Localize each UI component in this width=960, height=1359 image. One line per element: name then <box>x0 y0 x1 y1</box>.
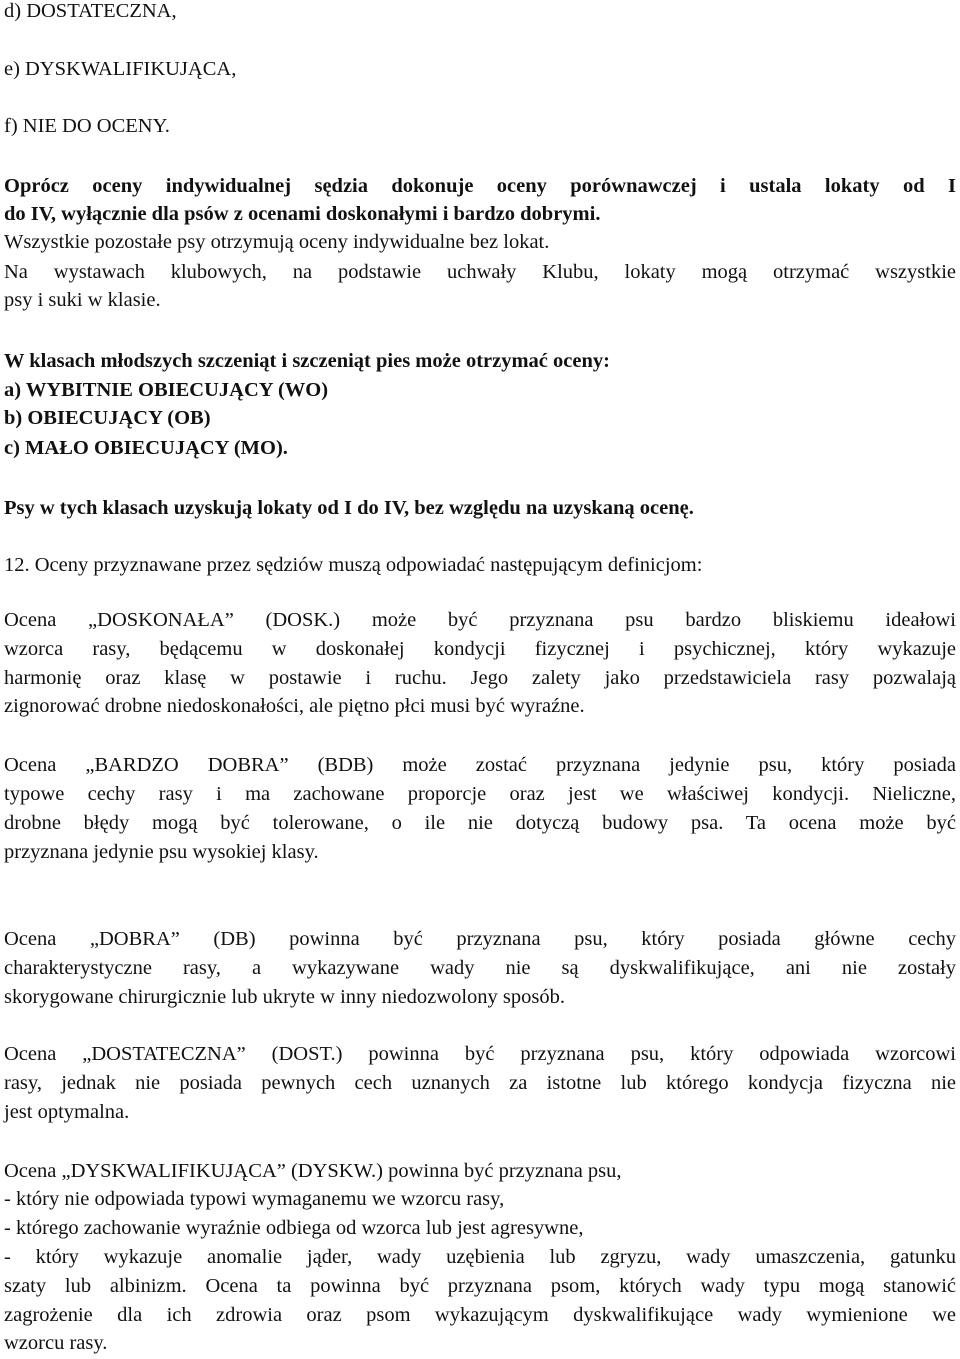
very-good-line-3: drobne błędy mogą być tolerowane, o ile nie dotyczą budowy psa. Ta ocena może być <box>4 812 956 834</box>
puppy-placement: Psy w tych klasach uzyskują lokaty od I do IV, bez względu na uzyskaną ocenę. <box>4 497 694 519</box>
sufficient-line-1: Ocena „DOSTATECZNA” (DOST.) powinna być przyznana psu, który odpowiada wzorcowi <box>4 1043 956 1065</box>
very-good-line-4: przyznana jedynie psu wysokiej klasy. <box>4 841 319 863</box>
excellent-line-3: harmonię oraz klasę w postawie i ruchu. Jego zalety jako przedstawiciela rasy pozwalają <box>4 667 956 689</box>
very-good-line-1: Ocena „BARDZO DOBRA” (BDB) może zostać przyznana jedynie psu, który posiada <box>4 754 956 776</box>
puppy-grade-ob: b) OBIECUJĄCY (OB) <box>4 407 211 429</box>
good-line-3: skorygowane chirurgicznie lub ukryte w inny niedozwolony sposób. <box>4 986 565 1008</box>
disqualifying-line-2: - który nie odpowiada typowi wymaganemu we wzorcu rasy, <box>4 1188 505 1210</box>
list-item-d: d) DOSTATECZNA, <box>4 0 177 22</box>
puppy-grade-mo: c) MAŁO OBIECUJĄCY (MO). <box>4 437 288 459</box>
excellent-line-1: Ocena „DOSKONAŁA” (DOSK.) może być przyznana psu bardzo bliskiemu ideałowi <box>4 609 956 631</box>
disqualifying-line-7: wzorcu rasy. <box>4 1332 108 1354</box>
excellent-line-4: zignorować drobne niedoskonałości, ale piętno płci musi być wyraźne. <box>4 695 585 717</box>
section-12-heading: 12. Oceny przyznawane przez sędziów muszą odpowiadać następującym definicjom: <box>4 554 703 576</box>
disqualifying-line-6: zagrożenie dla ich zdrowia oraz psom wykazującym dyskwalifikujące wady wymienione we <box>4 1304 956 1326</box>
disqualifying-line-3: - którego zachowanie wyraźnie odbiega od wzorca lub jest agresywne, <box>4 1217 584 1239</box>
comparison-bold-line-2: do IV, wyłącznie dla psów z ocenami doskonałymi i bardzo dobrymi. <box>4 203 601 225</box>
sufficient-line-3: jest optymalna. <box>4 1101 130 1123</box>
sufficient-line-2: rasy, jednak nie posiada pewnych cech uznanych za istotne lub którego kondycja fizyczna nie <box>4 1072 956 1094</box>
list-item-f: f) NIE DO OCENY. <box>4 115 170 137</box>
good-line-1: Ocena „DOBRA” (DB) powinna być przyznana psu, który posiada główne cechy <box>4 928 956 950</box>
puppy-grade-wo: a) WYBITNIE OBIECUJĄCY (WO) <box>4 379 329 401</box>
puppy-heading: W klasach młodszych szczeniąt i szczeniąt pies może otrzymać oceny: <box>4 350 610 372</box>
very-good-line-2: typowe cechy rasy i ma zachowane proporcje oraz jest we właściwej kondycji. Nieliczne, <box>4 783 956 805</box>
disqualifying-line-4: - który wykazuje anomalie jąder, wady uzębienia lub zgryzu, wady umaszczenia, gatunku <box>4 1246 956 1268</box>
good-line-2: charakterystyczne rasy, a wykazywane wady nie są dyskwalifikujące, ani nie zostały <box>4 957 956 979</box>
list-item-e: e) DYSKWALIFIKUJĄCA, <box>4 58 237 80</box>
comparison-line-3: psy i suki w klasie. <box>4 289 161 311</box>
comparison-line-1: Wszystkie pozostałe psy otrzymują oceny indywidualne bez lokat. <box>4 231 550 253</box>
disqualifying-line-5: szaty lub albinizm. Ocena ta powinna być przyznana psom, których wady typu mogą stanowić <box>4 1275 956 1297</box>
comparison-line-2: Na wystawach klubowych, na podstawie uchwały Klubu, lokaty mogą otrzymać wszystkie <box>4 261 956 283</box>
disqualifying-line-1: Ocena „DYSKWALIFIKUJĄCA” (DYSKW.) powinna być przyznana psu, <box>4 1160 622 1182</box>
comparison-bold-line-1: Oprócz oceny indywidualnej sędzia dokonuje oceny porównawczej i ustala lokaty od I <box>4 175 956 197</box>
excellent-line-2: wzorca rasy, będącemu w doskonałej kondycji fizycznej i psychicznej, który wykazuje <box>4 638 956 660</box>
